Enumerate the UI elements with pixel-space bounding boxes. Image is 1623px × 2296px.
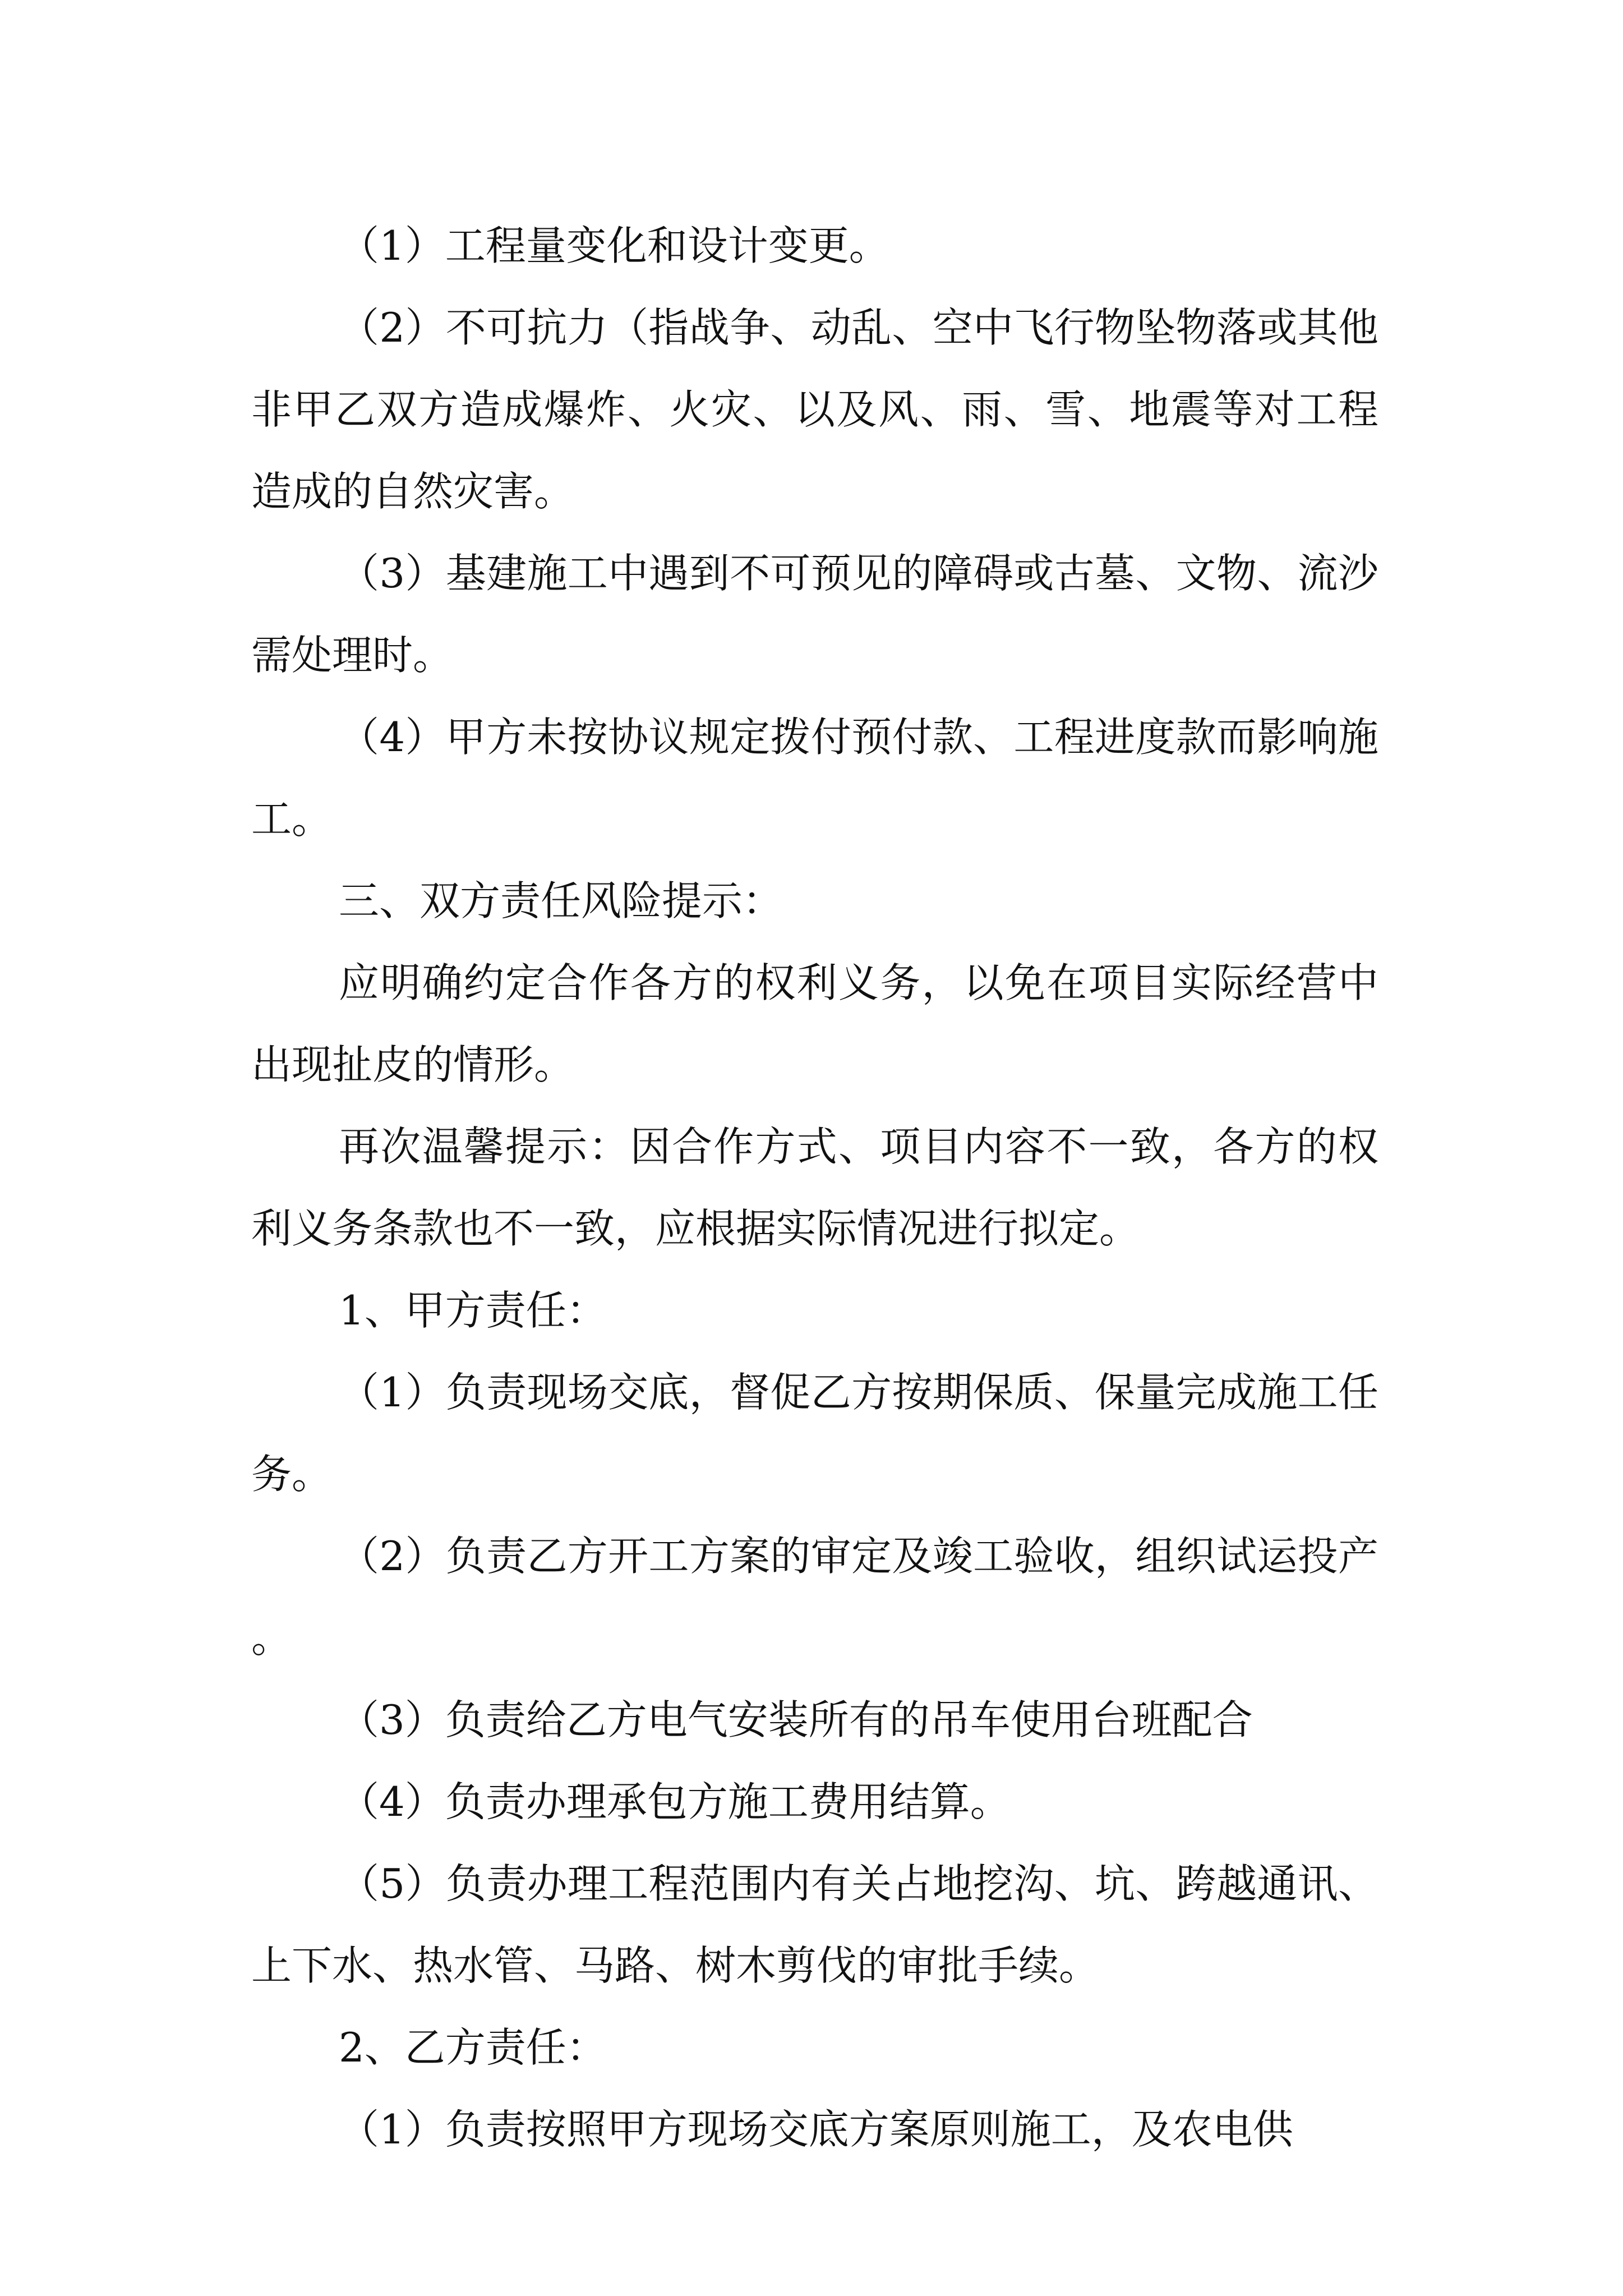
party-a-item-1: （1）负责现场交底，督促乙方按期保质、保量完成施工任务。 bbox=[251, 1369, 1378, 1498]
party-b-item-1: （1）负责按照甲方现场交底方案原则施工，及农电供 bbox=[339, 2106, 1293, 2153]
document-body bbox=[251, 205, 1378, 2170]
subheading-party-b: 2、乙方责任： bbox=[339, 2024, 607, 2071]
party-a-item-3: （3）负责给乙方电气安装所有的吊车使用台班配合 bbox=[339, 1696, 1253, 1743]
paragraph-item-2: （2）不可抗力（指战争、动乱、空中飞行物坠物落或其他非甲乙双方造成爆炸、火灾、以及风、雨、雪、地震等对工程造成的自然灾害。 bbox=[251, 304, 1378, 515]
party-a-item-2: （2）负责乙方开工方案的审定及竣工验收，组织试运投产。 bbox=[251, 1533, 1378, 1662]
subheading-party-a: 1、甲方责任： bbox=[339, 1287, 607, 1334]
section-heading-responsibilities: 三、双方责任风险提示： bbox=[339, 877, 783, 924]
paragraph-item-3: （3）基建施工中遇到不可预见的障碍或古墓、文物、流沙需处理时。 bbox=[251, 550, 1378, 679]
paragraph-reminder: 再次温馨提示：因合作方式、项目内容不一致，各方的权利义务条款也不一致，应根据实际情况进行拟定。 bbox=[251, 1123, 1378, 1252]
paragraph-item-1: （1）工程量变化和设计变更。 bbox=[339, 222, 889, 269]
party-a-item-5: （5）负责办理工程范围内有关占地挖沟、坑、跨越通讯、上下水、热水管、马路、树木剪伐的审批手续。 bbox=[251, 1860, 1378, 1989]
paragraph-rights-obligations: 应明确约定合作各方的权利义务，以免在项目实际经营中出现扯皮的情形。 bbox=[251, 959, 1378, 1088]
paragraph-item-4: （4）甲方未按协议规定拨付预付款、工程进度款而影响施工。 bbox=[251, 714, 1378, 843]
party-a-item-4: （4）负责办理承包方施工费用结算。 bbox=[339, 1778, 1011, 1825]
